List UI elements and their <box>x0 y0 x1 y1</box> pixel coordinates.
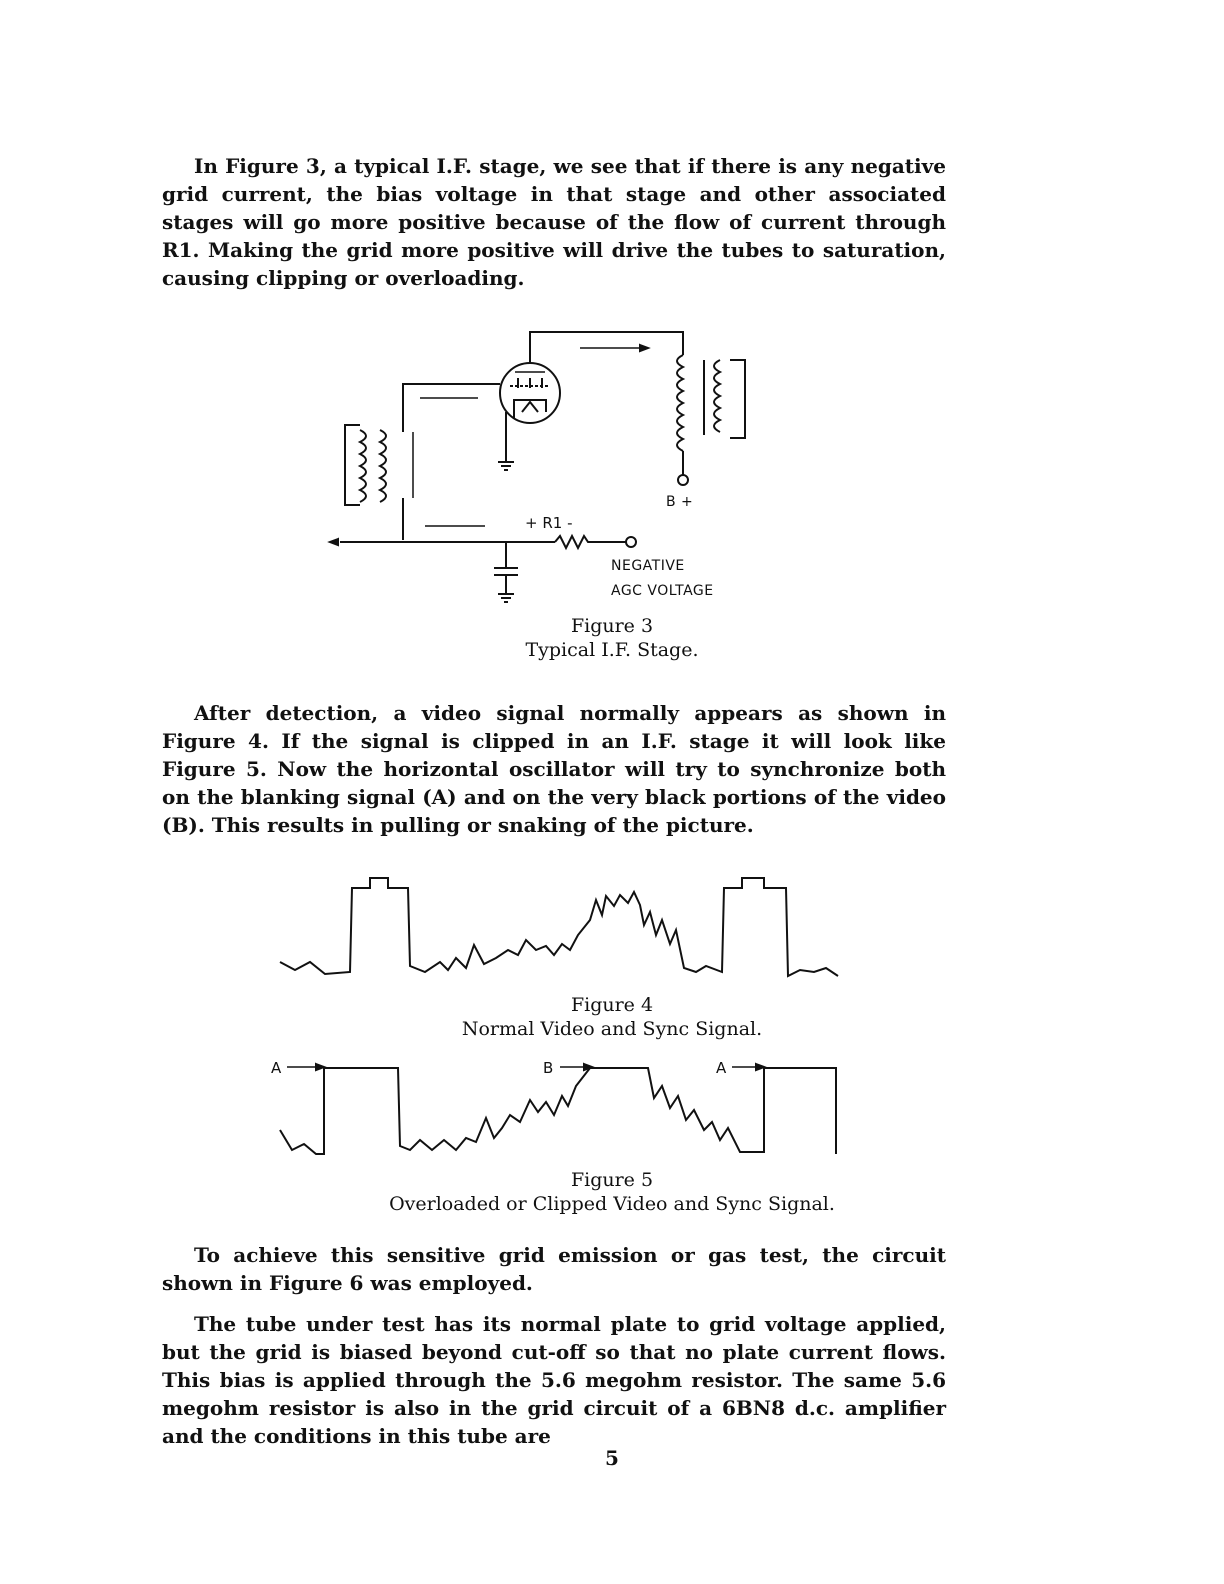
b-plus-label: B + <box>666 494 694 510</box>
label-b: B <box>543 1059 554 1077</box>
paragraph-4: The tube under test has its normal plate to grid voltage applied, but the grid is biased beyond cut-off so that no plate current flows. This bias is applied through the 5.6 megohm resistor. The same 5.6 megohm resistor is also in the grid circuit of a 6BN8 d.c. amplifier and the conditions in this tube are <box>162 1312 946 1448</box>
vacuum-tube-icon <box>500 363 560 423</box>
label-a-right: A <box>716 1059 727 1077</box>
figure-4-number: Figure 4 <box>570 994 654 1016</box>
page-number: 5 <box>605 1446 619 1470</box>
r1-label: + R1 - <box>525 514 573 532</box>
agc-label-line-2: AGC VOLTAGE <box>611 583 714 599</box>
figure-4-caption <box>0 993 1224 1041</box>
figure-3-title: Typical I.F. Stage. <box>525 639 699 661</box>
paragraph-2: After detection, a video signal normally appears as shown in Figure 4. If the signal is clipped in an I.F. stage it will look like Figure 5. Now the horizontal oscillator will try to synchronize both on the blanking signal (A) and on the very black portions of the video (B). This results in pulling or snaking of the picture. <box>162 701 946 837</box>
figure-4-title: Normal Video and Sync Signal. <box>461 1018 763 1040</box>
agc-label-line-1: NEGATIVE <box>611 558 685 574</box>
figure-5-title: Overloaded or Clipped Video and Sync Signal. <box>389 1193 835 1215</box>
figure-5-number: Figure 5 <box>570 1169 654 1191</box>
figure-4-waveform <box>280 878 838 976</box>
figure-5-waveform <box>280 1064 836 1154</box>
label-a-left: A <box>271 1059 282 1077</box>
figure-3-caption <box>0 614 1224 662</box>
figure-3-number: Figure 3 <box>570 615 654 637</box>
paragraph-1: In Figure 3, a typical I.F. stage, we see that if there is any negative grid current, the bias voltage in that stage and other associated stages will go more positive because of the flow of current through R1. Making the grid more positive will drive the tubes to saturation, causing clipping or overloading. <box>162 154 946 290</box>
paragraph-3: To achieve this sensitive grid emission or gas test, the circuit shown in Figure 6 was employed. <box>162 1243 946 1295</box>
figure-3-schematic <box>330 332 745 602</box>
figure-5-caption <box>0 1168 1224 1216</box>
